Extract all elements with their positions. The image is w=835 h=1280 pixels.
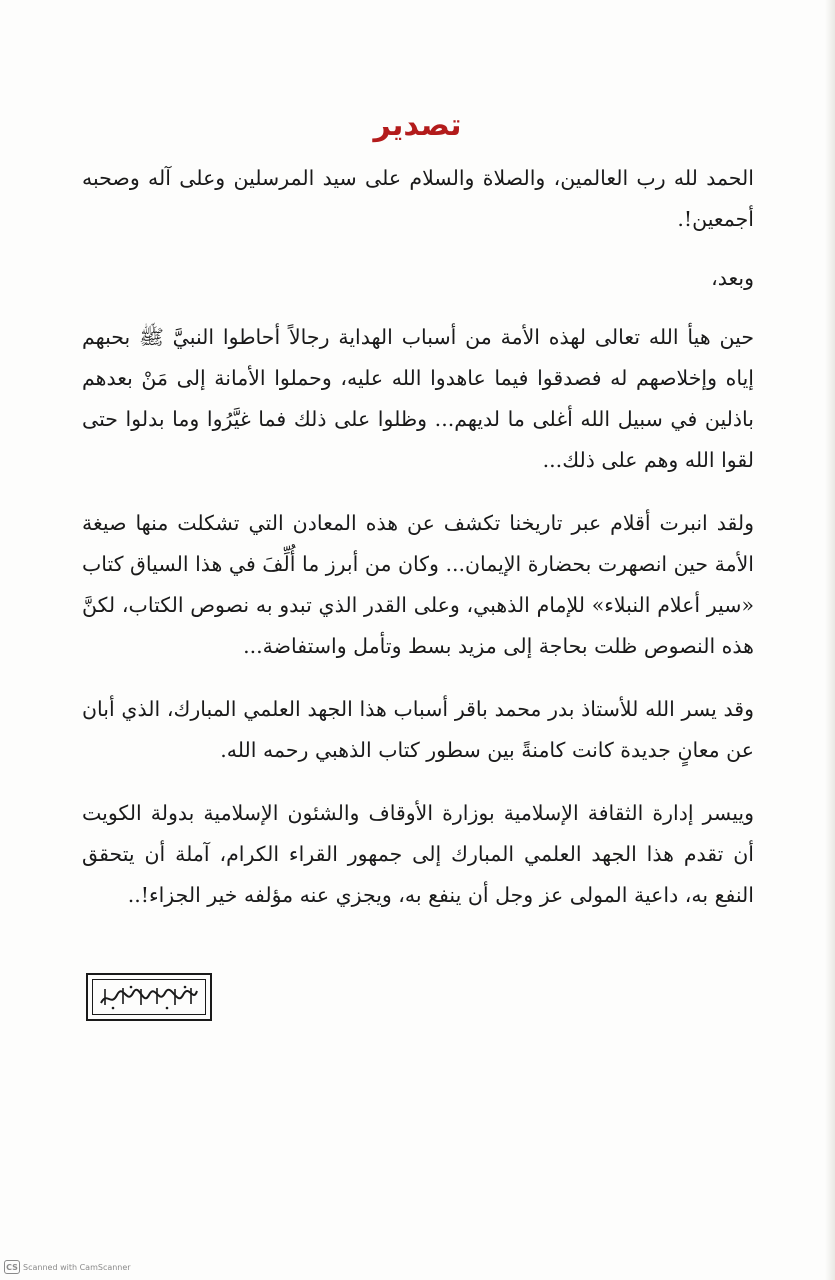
preface-body: [82, 158, 754, 938]
page-edge-shadow: [825, 0, 835, 1280]
calligraphy-seal-icon: [97, 983, 201, 1011]
paragraph-publisher: وييسر إدارة الثقافة الإسلامية بوزارة الأوقاف والشئون الإسلامية بدولة الكويت أن تقدم هذا الجهد العلمي المبارك إلى جمهور القراء الكرام، آملة أن يتحقق النفع به، داعية المولى عز وجل أن ينفع به، ويجزي عنه مؤلفه خير الجزاء!..: [82, 801, 754, 907]
camscanner-logo-icon: CS: [4, 1260, 20, 1274]
scanner-watermark: [4, 1260, 131, 1274]
paragraph-book-intro: ولقد انبرت أقلام عبر تاريخنا تكشف عن هذه المعادن التي تشكلت منها صيغة الأمة حين انصهرت بحضارة الإيمان... وكان من أبرز ما أُلِّفَ في هذا السياق كتاب «سير أعلام النبلاء» للإمام الذهبي، وعلى القدر الذي تبدو به نصوص الكتاب، لكنَّ هذه النصوص ظلت بحاجة إلى مزيد بسط وتأمل واستفاضة...: [82, 511, 754, 658]
page-title: تصدير: [373, 108, 462, 143]
publisher-seal: [86, 973, 212, 1021]
paragraph-author: وقد يسر الله للأستاذ بدر محمد باقر أسباب هذا الجهد العلمي المبارك، الذي أبان عن معانٍ جديدة كانت كامنةً بين سطور كتاب الذهبي رحمه الله.: [82, 697, 754, 762]
paragraph-opening: الحمد لله رب العالمين، والصلاة والسلام على سيد المرسلين وعلى آله وصحبه أجمعين!.: [82, 166, 754, 231]
scanner-label: Scanned with CamScanner: [23, 1262, 131, 1272]
paragraph-companions: حين هيأ الله تعالى لهذه الأمة من أسباب الهداية رجالاً أحاطوا النبيَّ ﷺ بحبهم إياه وإخلاصهم له فصدقوا فيما عاهدوا الله عليه، وحملوا الأمانة إلى مَنْ بعدهم باذلين في سبيل الله أغلى ما لديهم... وظلوا على ذلك فما غيَّرُوا وما بدلوا حتى لقوا الله وهم على ذلك...: [82, 325, 754, 472]
paragraph-salutation: وبعد،: [711, 266, 754, 290]
publisher-seal-frame: [92, 979, 206, 1015]
